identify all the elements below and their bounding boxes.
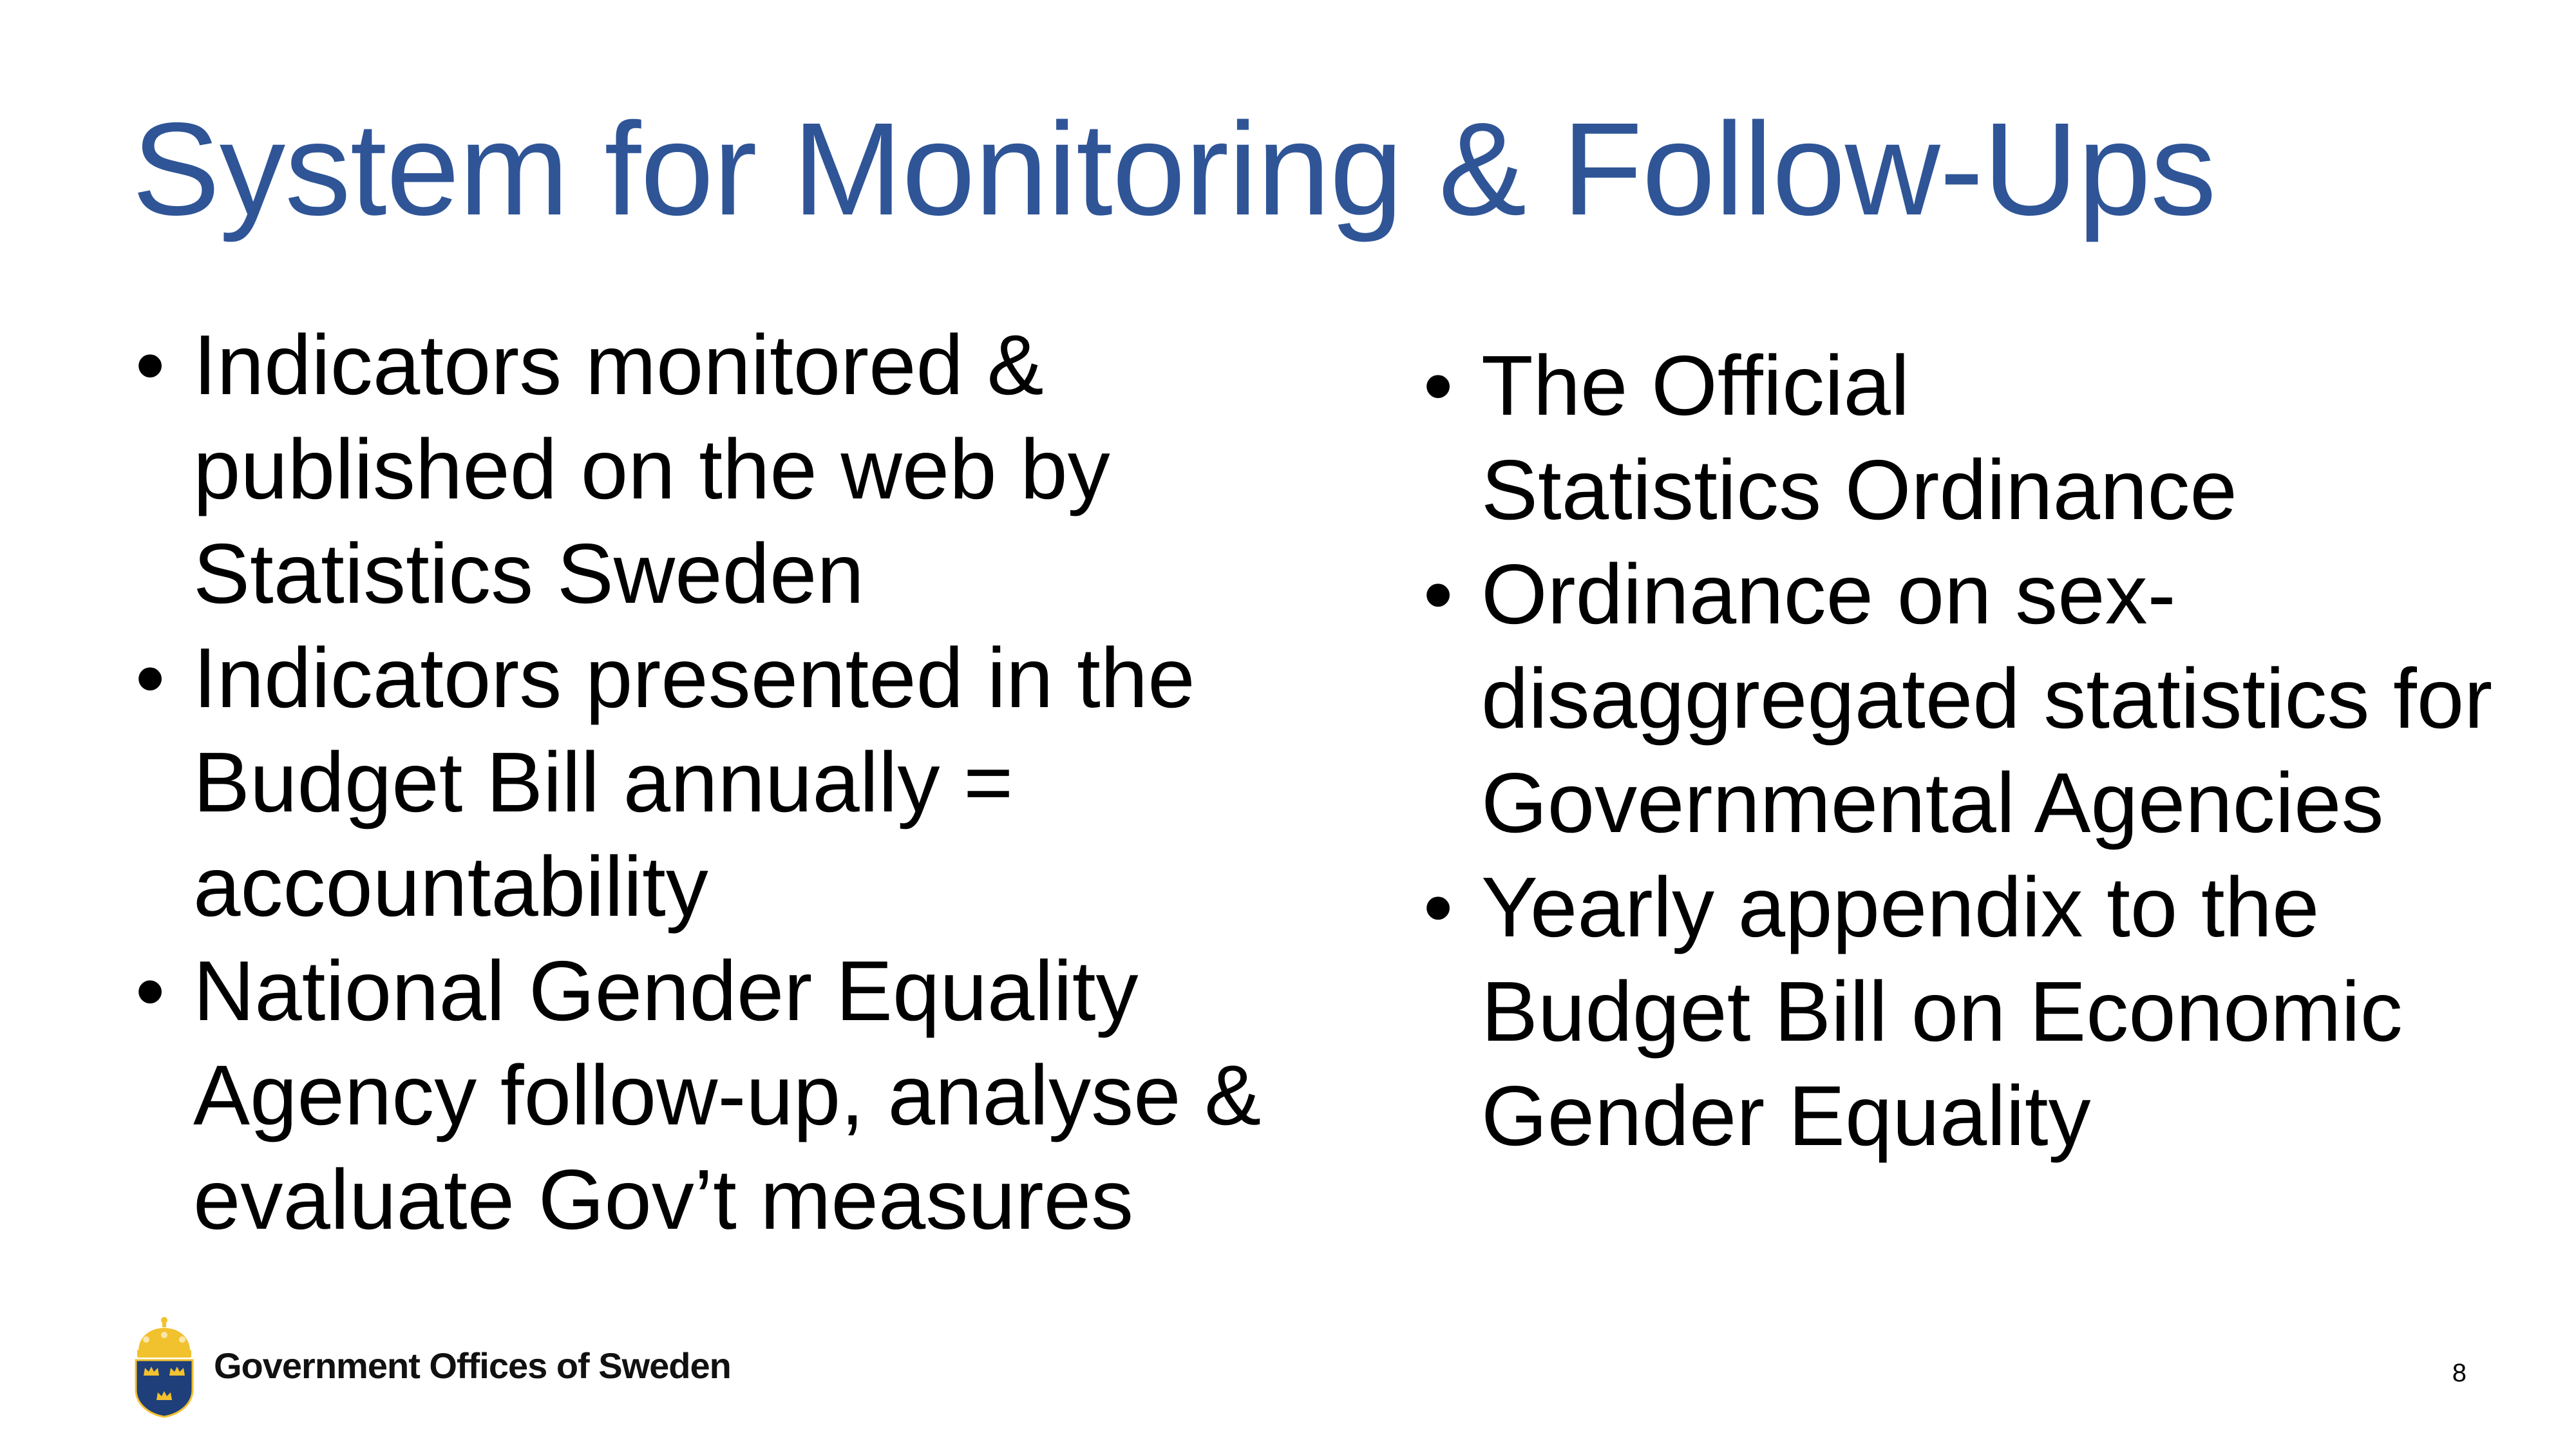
bullet-point: • — [135, 630, 166, 725]
bullet-line: Indicators presented in the — [193, 630, 1195, 725]
bullet-line: Statistics Ordinance — [1481, 442, 2237, 537]
bullet-line: disaggregated statistics for — [1481, 651, 2493, 746]
shield-icon — [136, 1360, 193, 1417]
bullet-line: Statistics Sweden — [193, 526, 864, 621]
crown-icon — [137, 1317, 191, 1358]
bullet-line: The Official — [1481, 338, 1910, 433]
bullet-line: evaluate Gov’t measures — [193, 1152, 1134, 1247]
bullet-line: Gender Equality — [1481, 1068, 2091, 1163]
bullet-item-right-1 — [1420, 334, 2573, 542]
bullet-point: • — [1423, 860, 1454, 954]
bullet-item-right-2 — [1420, 542, 2573, 855]
bullet-line: National Gender Equality — [193, 943, 1139, 1038]
bullet-line: Budget Bill annually = — [193, 735, 1014, 829]
bullet-point: • — [135, 317, 166, 412]
bullet-line: Governmental Agencies — [1481, 755, 2384, 850]
bullet-line: Ordinance on sex- — [1481, 547, 2176, 641]
bullet-item-left-3 — [132, 939, 1356, 1252]
left-bullet-list — [132, 313, 1356, 1252]
bullet-line: Agency follow-up, analyse & — [193, 1048, 1262, 1142]
bullet-line: published on the web by — [193, 422, 1110, 516]
bullet-line: Budget Bill on Economic — [1481, 964, 2403, 1059]
slide-title: System for Monitoring & Follow-Ups — [132, 95, 2216, 243]
bullet-point: • — [135, 943, 166, 1038]
right-bullet-list — [1420, 334, 2573, 1168]
swedish-crown-shield-icon — [132, 1314, 196, 1418]
bullet-item-right-3 — [1420, 855, 2573, 1168]
bullet-point: • — [1423, 338, 1454, 433]
bullet-item-left-1 — [132, 313, 1356, 626]
bullet-line: accountability — [193, 839, 708, 934]
bullet-line: Indicators monitored & — [193, 317, 1044, 412]
bullet-point: • — [1423, 547, 1454, 641]
organization-name: Government Offices of Sweden — [214, 1345, 731, 1386]
bullet-line: Yearly appendix to the — [1481, 860, 2320, 954]
page-number: 8 — [2452, 1359, 2467, 1387]
bullet-item-left-2 — [132, 626, 1356, 939]
